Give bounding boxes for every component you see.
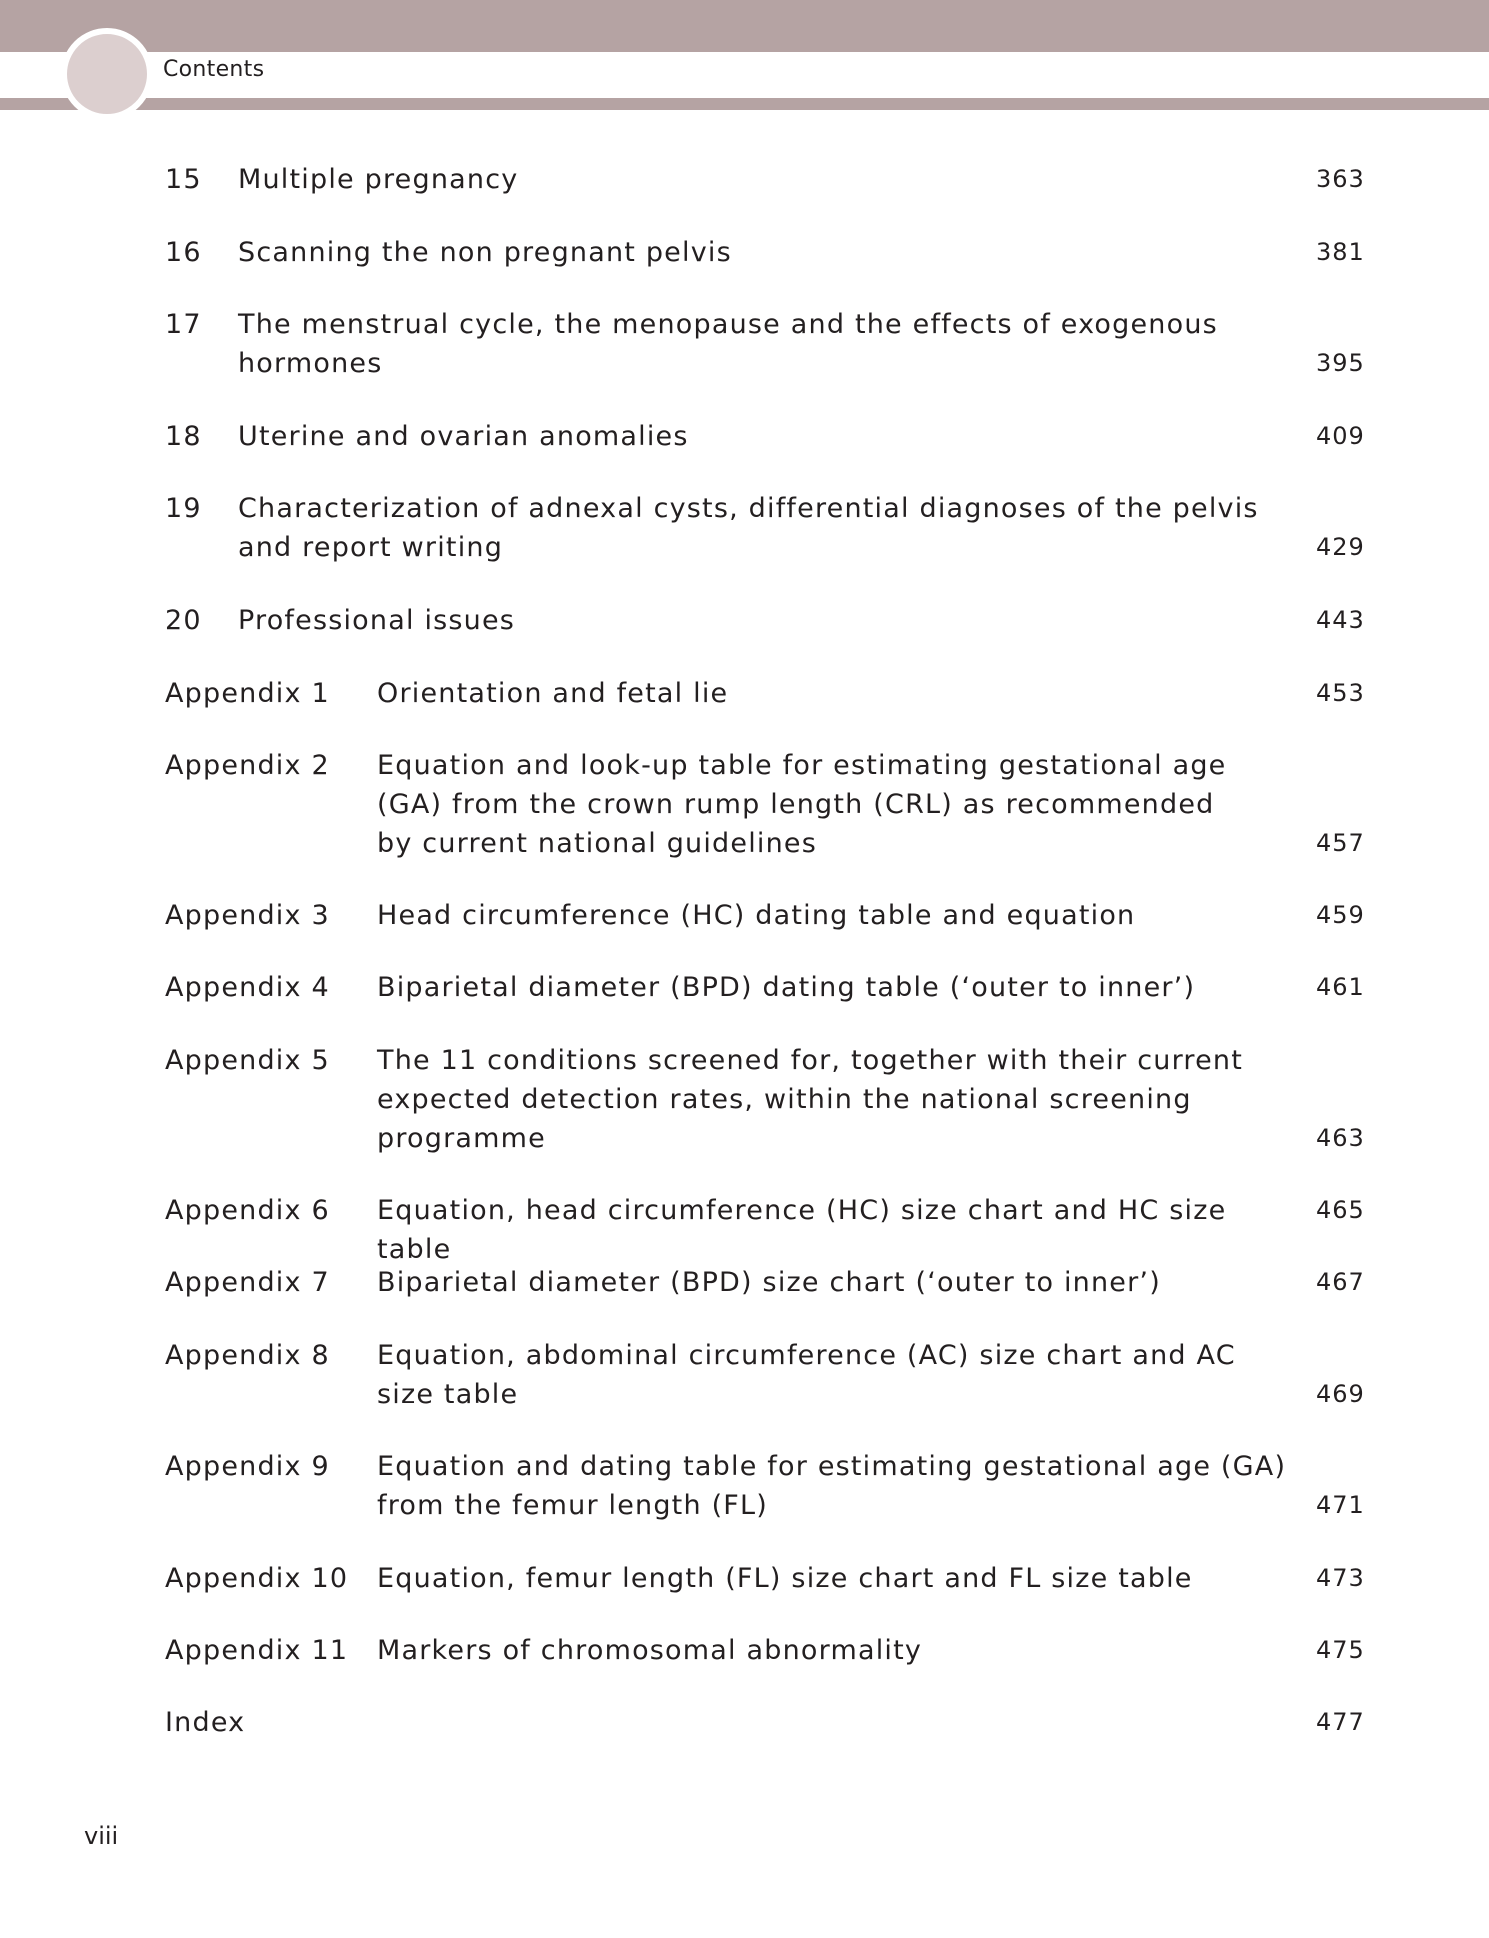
- entry-page-number: 477: [1316, 1708, 1365, 1736]
- entry-page-number: 363: [1316, 165, 1365, 193]
- entry-title: Multiple pregnancy: [238, 164, 519, 195]
- entry-title: Orientation and fetal lie: [377, 678, 729, 709]
- appendix-label: Appendix 1: [165, 678, 330, 709]
- entry-title: Head circumference (HC) dating table and equation: [377, 900, 1136, 931]
- chapter-number: 18: [165, 421, 202, 452]
- entry-page-number: 475: [1316, 1636, 1365, 1664]
- appendix-label: Appendix 2: [165, 750, 330, 781]
- entry-title: Scanning the non pregnant pelvis: [238, 237, 732, 268]
- appendix-label: Appendix 7: [165, 1267, 330, 1298]
- chapter-number: 15: [165, 164, 202, 195]
- appendix-label: Appendix 5: [165, 1045, 330, 1076]
- entry-page-number: 453: [1316, 679, 1365, 707]
- entry-page-number: 443: [1316, 606, 1365, 634]
- entry-title: Equation, femur length (FL) size chart and FL size table: [377, 1563, 1193, 1594]
- chapter-number: 20: [165, 605, 202, 636]
- chapter-number: 19: [165, 493, 202, 524]
- appendix-label: Appendix 11: [165, 1635, 349, 1666]
- header-circle-ornament: [61, 28, 153, 120]
- entry-page-number: 469: [1316, 1380, 1365, 1408]
- appendix-label: Appendix 6: [165, 1195, 330, 1226]
- entry-title: Uterine and ovarian anomalies: [238, 421, 689, 452]
- entry-page-number: 471: [1316, 1491, 1365, 1519]
- entry-page-number: 465: [1316, 1196, 1365, 1224]
- entry-page-number: 409: [1316, 422, 1365, 450]
- index-label: Index: [165, 1707, 246, 1738]
- entry-title: Equation and dating table for estimating gestational age (GA) from the femur length (FL): [377, 1451, 1287, 1521]
- chapter-number: 17: [165, 309, 202, 340]
- header-rule: [0, 98, 1489, 110]
- entry-page-number: 381: [1316, 238, 1365, 266]
- appendix-label: Appendix 9: [165, 1451, 330, 1482]
- appendix-label: Appendix 8: [165, 1340, 330, 1371]
- entry-page-number: 463: [1316, 1124, 1365, 1152]
- running-head: Contents: [163, 57, 265, 82]
- chapter-number: 16: [165, 237, 202, 268]
- entry-page-number: 459: [1316, 901, 1365, 929]
- entry-title: Equation, head circumference (HC) size chart and HC size table: [377, 1195, 1227, 1265]
- entry-title: Biparietal diameter (BPD) size chart (‘outer to inner’): [377, 1267, 1161, 1298]
- entry-page-number: 467: [1316, 1268, 1365, 1296]
- entry-title: Professional issues: [238, 605, 516, 636]
- entry-title: The 11 conditions screened for, together with their current expected detection rates, within the national screening programme: [377, 1045, 1244, 1154]
- entry-page-number: 395: [1316, 349, 1365, 377]
- appendix-label: Appendix 10: [165, 1563, 349, 1594]
- entry-title: Equation and look-up table for estimating gestational age (GA) from the crown rump length (CRL) as recommended by current national guidelines: [377, 750, 1227, 859]
- entry-title: The menstrual cycle, the menopause and the effects of exogenous hormones: [238, 309, 1218, 379]
- entry-title: Markers of chromosomal abnormality: [377, 1635, 923, 1666]
- appendix-label: Appendix 3: [165, 900, 330, 931]
- entry-page-number: 473: [1316, 1564, 1365, 1592]
- header-band: [0, 0, 1489, 52]
- entry-page-number: 429: [1316, 533, 1365, 561]
- entry-title: Characterization of adnexal cysts, differential diagnoses of the pelvis and report writing: [238, 493, 1259, 563]
- appendix-label: Appendix 4: [165, 972, 330, 1003]
- page-number: viii: [84, 1822, 119, 1850]
- entry-title: Equation, abdominal circumference (AC) size chart and AC size table: [377, 1340, 1236, 1410]
- entry-page-number: 457: [1316, 829, 1365, 857]
- entry-title: Biparietal diameter (BPD) dating table (‘outer to inner’): [377, 972, 1196, 1003]
- entry-page-number: 461: [1316, 973, 1365, 1001]
